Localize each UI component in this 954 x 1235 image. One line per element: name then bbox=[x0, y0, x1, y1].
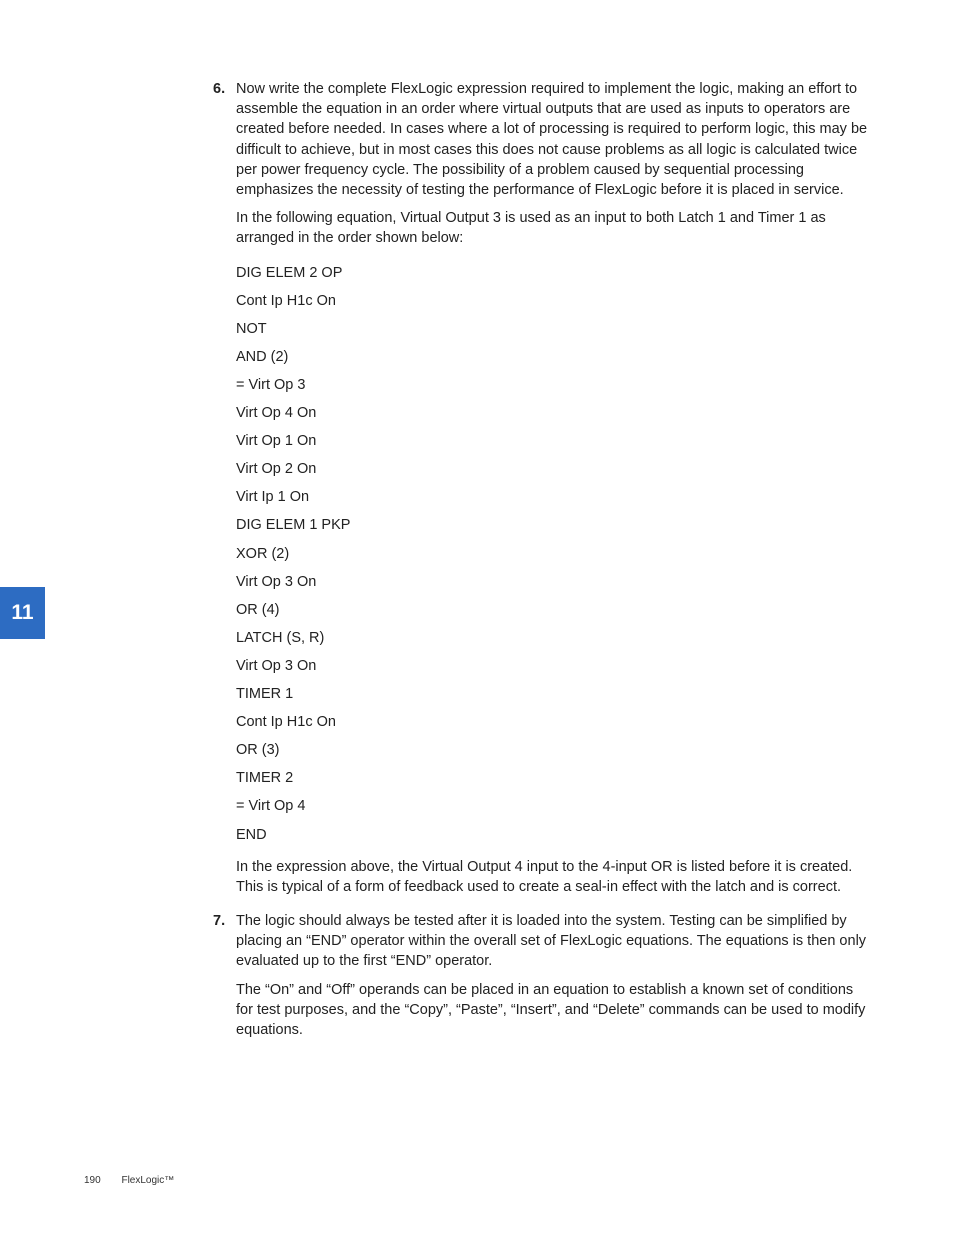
paragraph: Now write the complete FlexLogic expression required to implement the logic, making an effort to assemble the equation in an order where virtual outputs that are used as inputs to operators are created before needed. In cases where a lot of processing is required to perform logic, this may be difficult to achieve, but in most cases this does not cause problems as all logic is calculated twice per power frequency cycle. The possibility of a problem caused by sequential processing emphasizes the necessity of testing the performance of FlexLogic before it is placed in service. bbox=[236, 81, 868, 199]
code-line: Virt Op 3 On bbox=[236, 657, 317, 674]
code-line: DIG ELEM 1 PKP bbox=[236, 517, 351, 534]
page-footer bbox=[84, 1175, 192, 1186]
step-7 bbox=[213, 911, 873, 1040]
code-line: END bbox=[236, 826, 267, 843]
code-line: OR (3) bbox=[236, 742, 280, 759]
paragraph: The “On” and “Off” operands can be placed in an equation to establish a known set of conditions for test purposes, and the “Copy”, “Paste”, “Insert”, and “Delete” commands can be used to modify equations. bbox=[236, 981, 866, 1039]
step-number: 7. bbox=[213, 913, 226, 929]
code-line: XOR (2) bbox=[236, 545, 290, 562]
step-6 bbox=[213, 79, 873, 897]
code-line: OR (4) bbox=[236, 601, 280, 618]
code-line: DIG ELEM 2 OP bbox=[236, 264, 343, 281]
paragraph: In the following equation, Virtual Output 3 is used as an input to both Latch 1 and Timer 1 as arranged in the order shown below: bbox=[236, 210, 826, 247]
code-line: Virt Op 4 On bbox=[236, 405, 317, 422]
footer-section: FlexLogic™ bbox=[121, 1175, 175, 1186]
code-line: NOT bbox=[236, 320, 267, 337]
code-line: Virt Op 2 On bbox=[236, 461, 317, 478]
code-line: Cont Ip H1c On bbox=[236, 292, 336, 309]
flexlogic-expression bbox=[236, 263, 873, 853]
code-line: AND (2) bbox=[236, 348, 289, 365]
code-line: TIMER 2 bbox=[236, 770, 294, 787]
code-line: Virt Ip 1 On bbox=[236, 489, 310, 506]
code-line: LATCH (S, R) bbox=[236, 629, 325, 646]
step-number: 6. bbox=[213, 81, 226, 97]
paragraph: In the expression above, the Virtual Output 4 input to the 4-input OR is listed before it is created. This is typical of a form of feedback used to create a seal-in effect with the latch and is correct. bbox=[236, 858, 853, 895]
chapter-tab: 11 bbox=[0, 587, 45, 639]
page-number: 190 bbox=[84, 1175, 101, 1186]
code-line: Virt Op 3 On bbox=[236, 573, 317, 590]
code-line: Virt Op 1 On bbox=[236, 433, 317, 450]
paragraph: The logic should always be tested after it is loaded into the system. Testing can be simplified by placing an “END” operator within the overall set of FlexLogic equations. The equations is then only evaluated up to the first “END” operator. bbox=[236, 913, 867, 970]
code-line: = Virt Op 3 bbox=[236, 377, 306, 393]
page-content bbox=[213, 79, 873, 1048]
code-line: Cont Ip H1c On bbox=[236, 714, 336, 731]
code-line: = Virt Op 4 bbox=[236, 798, 306, 815]
code-line: TIMER 1 bbox=[236, 686, 294, 703]
